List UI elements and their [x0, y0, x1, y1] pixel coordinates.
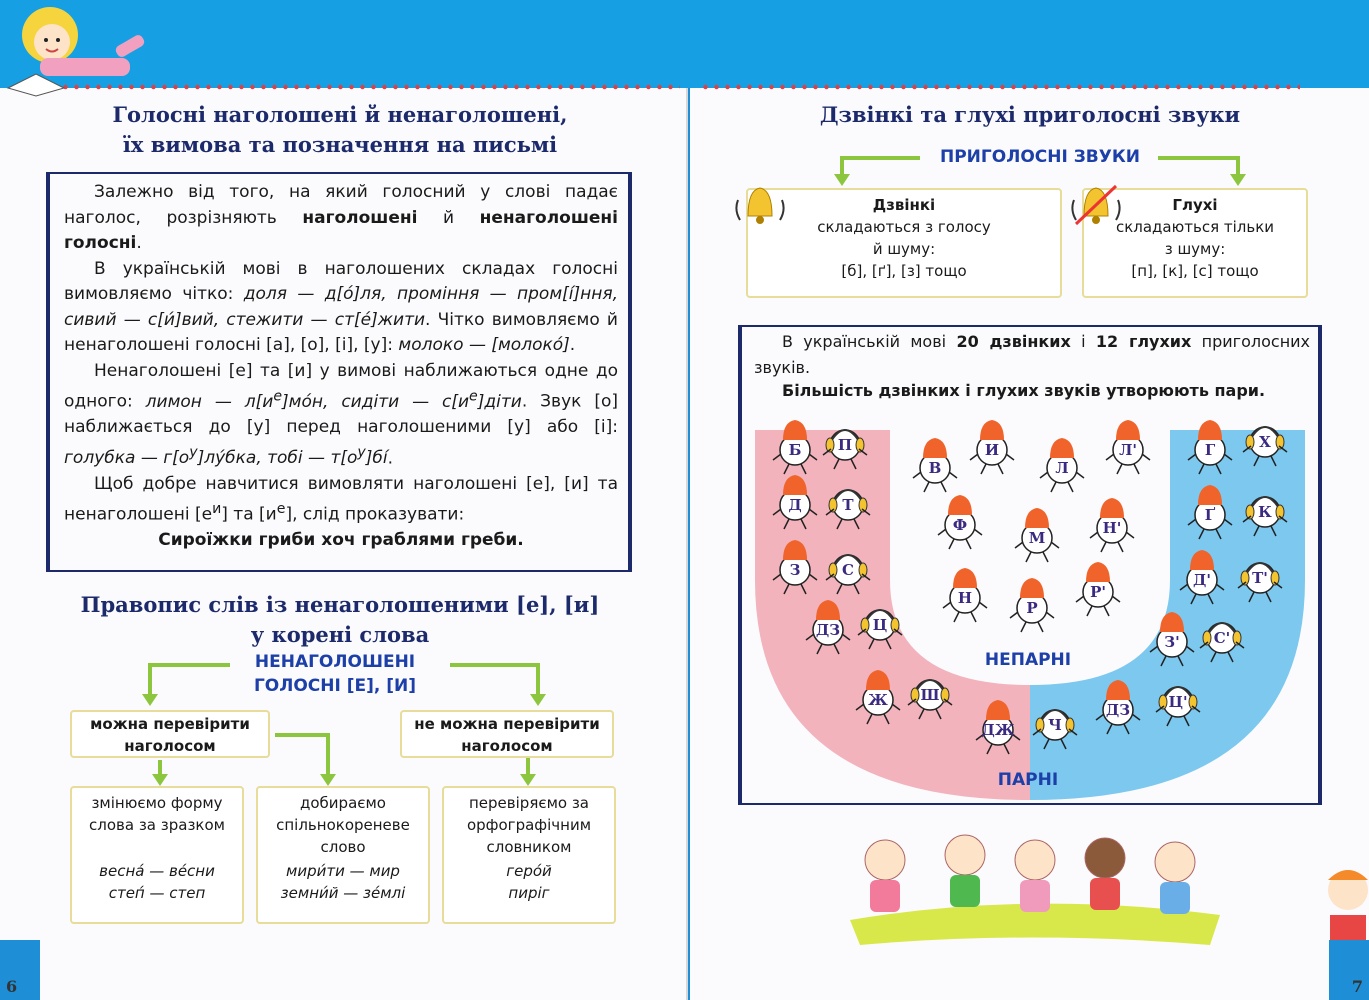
svg-text:Н': Н': [1102, 519, 1122, 537]
method-1-example-2: степ́ — степ: [108, 884, 206, 902]
consonant-fact: В українській мові 20 дзвінких і 12 глухих приголосних звуків.: [754, 332, 1311, 377]
consonant-pairs-fact: Більшість дзвінких і глухих звуків утворюють пари.: [782, 381, 1266, 400]
svg-text:Ф: Ф: [952, 516, 968, 534]
method-3-example-1: герóй: [506, 862, 552, 880]
cannot-check-box: не можна перевірити наголосом: [400, 710, 614, 758]
crossed-bell-icon: [1066, 180, 1126, 230]
svg-text:Х: Х: [1259, 433, 1271, 451]
center-label-line-2: ГОЛОСНІ [Е], [И]: [253, 676, 417, 696]
svg-text:Т': Т': [1252, 569, 1268, 587]
svg-text:Г: Г: [1204, 441, 1216, 459]
unpaired-char-4: [938, 495, 982, 549]
center-label-line-1: НЕНАГОЛОШЕНІ: [254, 652, 416, 672]
consonants-label: ПРИГОЛОСНІ ЗВУКИ: [940, 147, 1140, 167]
voiceless-line-2: з шуму:: [1164, 240, 1226, 258]
unpaired-char-9: [1076, 562, 1120, 616]
section2-title-line-1: Правопис слів із ненаголошеними [е], [и]: [80, 592, 600, 617]
unpaired-char-7: [943, 568, 987, 622]
voiceless-heading: Глухі: [1172, 196, 1218, 214]
unpaired-char-2: [1040, 438, 1084, 492]
voiced-examples: [б], [ґ], [з] тощо: [841, 262, 967, 280]
svg-text:Ц: Ц: [872, 616, 888, 634]
svg-text:Р': Р': [1090, 583, 1106, 601]
svg-text:ДЗ: ДЗ: [1105, 701, 1131, 719]
tongue-twister: Сироїжки гриби хоч граблями греби.: [158, 530, 524, 551]
svg-text:С': С': [1213, 629, 1231, 647]
can-check-box: можна перевірити наголосом: [70, 710, 270, 758]
unpaired-char-6: [1090, 498, 1134, 552]
svg-text:Ц': Ц': [1168, 693, 1188, 711]
consonant-arch-diagram: [740, 420, 1320, 805]
unpaired-char-8: [1010, 578, 1054, 632]
svg-text:К: К: [1258, 503, 1272, 521]
paired-label: ПАРНІ: [997, 770, 1059, 790]
unpaired-char-1: [970, 420, 1014, 474]
rule-paragraph-4: Щоб добре навчитися вимовляти наголошені [е], [и] та ненаголошені $[е^и]$ та $[и^е]$, слід проказувати:: [64, 473, 618, 525]
svg-text:П: П: [837, 436, 853, 454]
svg-text:З': З': [1164, 633, 1180, 651]
voiced-line-2: й шуму:: [872, 240, 936, 258]
svg-text:Ш: Ш: [920, 686, 940, 704]
voiceless-line-1: складаються тільки: [1115, 218, 1275, 236]
method-2-example-1: мири́ти — мир: [286, 862, 400, 880]
svg-text:Л': Л': [1119, 441, 1137, 459]
svg-text:И: И: [984, 441, 1000, 459]
svg-text:Д': Д': [1193, 571, 1211, 589]
rule-paragraph-1: Залежно від того, на який голосний у слові падає наголос, розрізняють наголошені й ненаголошені голосні.: [64, 182, 618, 253]
rule-paragraph-3: Ненаголошені [е] та [и] у вимові наближаються одне до одного: лимон — $л[и^е]мóн$, сидіти — $с[и^е]діти$. Звук [о] наближається до [у] перед наголошеними [у] або [і]: голубка — $г[о^у]лýбка$, тобі — $т[о^у]бí$.: [64, 360, 618, 469]
unpaired-char-5: [1015, 508, 1059, 562]
unpaired-label: НЕПАРНІ: [984, 650, 1072, 670]
title-line-1: Голосні наголошені й ненаголошені,: [112, 102, 568, 127]
svg-text:ДЗ: ДЗ: [815, 621, 841, 639]
right-page-title: Дзвінкі та глухі приголосні звуки: [819, 102, 1241, 127]
method-2-example-2: земни́й — зéмлі: [280, 884, 406, 902]
svg-text:Т: Т: [842, 496, 854, 514]
method-2-text: добираємо спільнокореневе слово: [276, 794, 410, 856]
bell-icon: [730, 180, 790, 230]
voiced-box: [746, 188, 1062, 298]
section2-title-line-2: у корені слова: [250, 622, 430, 647]
svg-text:Ж: Ж: [868, 691, 888, 709]
method-3-text: перевіряємо за орфографічним словником: [466, 794, 592, 856]
svg-text:Б: Б: [788, 441, 802, 459]
svg-text:З: З: [789, 561, 801, 579]
voiceless-examples: [п], [к], [с] тощо: [1131, 262, 1259, 280]
voiced-line-1: складаються з голосу: [817, 218, 991, 236]
unpaired-char-0: [913, 438, 957, 492]
method-3-example-2: пиріг: [508, 884, 550, 902]
right-page-number: 7: [1351, 977, 1363, 996]
method-1-text: змінюємо форму слова за зразком: [89, 794, 225, 834]
right-corner-tab: [1329, 940, 1369, 1000]
svg-text:Ч: Ч: [1048, 716, 1062, 734]
svg-text:Р: Р: [1026, 599, 1038, 617]
svg-text:М: М: [1028, 529, 1046, 547]
voiced-heading: Дзвінкі: [872, 196, 936, 214]
svg-text:ДЖ: ДЖ: [981, 721, 1015, 739]
title-line-2: їх вимова та позначення на письмі: [122, 132, 558, 157]
kids-illustration: [830, 820, 1230, 960]
svg-text:Л: Л: [1055, 459, 1069, 477]
svg-text:С: С: [842, 561, 854, 579]
method-1-example-1: веснá — вéсни: [99, 862, 215, 880]
svg-text:Н: Н: [957, 589, 973, 607]
svg-text:Ґ: Ґ: [1204, 506, 1216, 524]
rule-paragraph-2: В українській мові в наголошених складах голосні вимовляємо чітко: доля — д[ó]ля, проміння — пром[í]ння, сивий — с[и́]вий, стежити — ст[é]жити. Чітко вимовляємо й ненаголошені голосні [а], [о], [і], [у]: молоко — [молокó].: [64, 258, 618, 355]
left-page-number: 6: [6, 977, 18, 996]
unpaired-char-3: [1106, 420, 1150, 474]
svg-text:В: В: [928, 459, 942, 477]
svg-text:Д: Д: [788, 496, 802, 514]
